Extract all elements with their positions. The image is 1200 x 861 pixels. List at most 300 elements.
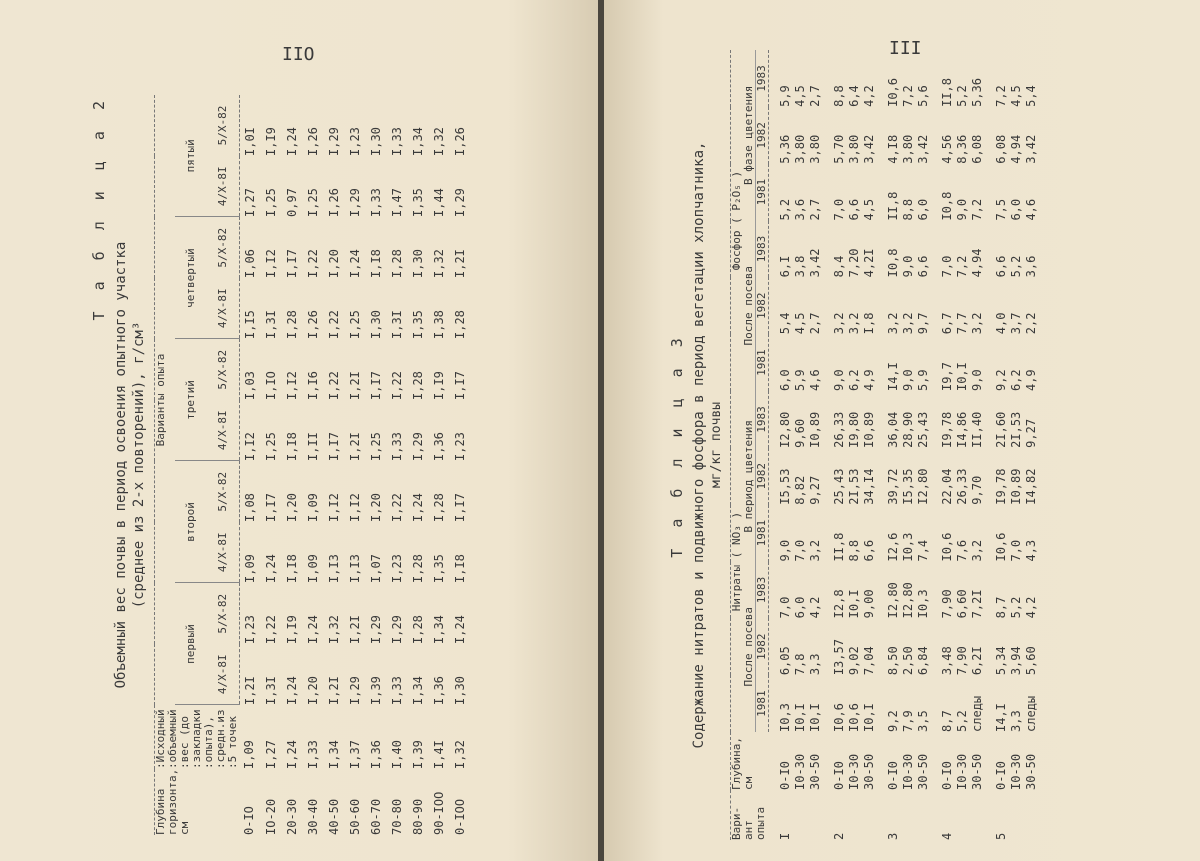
cell-value: 7,90 bbox=[955, 646, 969, 676]
cell-value: 6,60 bbox=[955, 589, 969, 619]
cell-value: I,2I bbox=[242, 676, 257, 705]
cell-depth: 30-40 bbox=[305, 798, 320, 835]
cell-value: I0,89 bbox=[1009, 468, 1023, 505]
cell-value: 9,60 bbox=[793, 418, 807, 448]
cell-value: 7,04 bbox=[862, 646, 876, 676]
cell-value: I4,I bbox=[886, 362, 900, 392]
header-variant-5: пятый bbox=[175, 95, 207, 217]
cell-value: 8,7 bbox=[940, 710, 954, 732]
table-row bbox=[1009, 50, 1024, 840]
cell-value: 7,90 bbox=[940, 589, 954, 619]
header-date: 4/X-8I bbox=[207, 400, 239, 461]
right-page bbox=[604, 0, 1200, 861]
cell-value: 25,43 bbox=[916, 411, 930, 448]
cell-value: I2,80 bbox=[901, 582, 915, 619]
header-variant-3: третий bbox=[175, 339, 207, 461]
table-row bbox=[916, 50, 931, 840]
cell-depth: I0-30 bbox=[1009, 753, 1023, 790]
cell-value: 3,8 bbox=[793, 255, 807, 278]
cell-variant-empty bbox=[862, 790, 877, 840]
cell-value: 5,9 bbox=[916, 369, 930, 392]
cell-value: 6,08 bbox=[970, 134, 984, 164]
cell-depth: 0-IO bbox=[242, 806, 257, 835]
cell-value: 6,6 bbox=[862, 539, 876, 562]
table-3-label: Т а б л и ц а 3 bbox=[668, 332, 686, 558]
header-year: 1982 bbox=[756, 277, 769, 334]
header-phosphorus-after-sowing: После посева bbox=[743, 221, 756, 391]
cell-value: I,23 bbox=[389, 554, 404, 583]
cell-variant: 5 bbox=[994, 832, 1008, 840]
cell-value: 8,4 bbox=[832, 255, 846, 278]
cell-value: 9,27 bbox=[808, 475, 822, 505]
cell-variant-empty bbox=[970, 790, 985, 840]
table-row bbox=[940, 50, 955, 840]
cell-value: I,I2 bbox=[242, 432, 257, 461]
cell-value: I,22 bbox=[263, 615, 278, 644]
cell-value: 3,2 bbox=[901, 312, 915, 335]
table-row bbox=[862, 50, 877, 840]
table-row bbox=[345, 95, 366, 835]
table-row bbox=[970, 50, 985, 840]
cell-value: I0,3 bbox=[901, 532, 915, 562]
cell-value: I,20 bbox=[326, 249, 341, 278]
cell-value: I,I7 bbox=[452, 493, 467, 522]
cell-value: 8,7 bbox=[994, 596, 1008, 619]
cell-value: I,28 bbox=[452, 310, 467, 339]
cell-value: 2,2 bbox=[1024, 312, 1038, 335]
cell-value: 6,0 bbox=[1009, 198, 1023, 221]
header-nitrates: Нитраты ( NO₃ ) bbox=[731, 391, 744, 732]
cell-value: I,I7 bbox=[326, 432, 341, 461]
cell-depth: 0-I0 bbox=[994, 761, 1008, 790]
cell-value: 3,2 bbox=[832, 312, 846, 335]
cell-value: I,0I bbox=[242, 127, 257, 156]
cell-value: 2,7 bbox=[808, 85, 822, 107]
cell-value: 4,2 bbox=[808, 596, 822, 619]
header-year: 1981 bbox=[756, 164, 769, 221]
cell-value: 4,5 bbox=[1009, 85, 1023, 107]
cell-value: 7,5 bbox=[994, 198, 1008, 221]
table-2-label: Т а б л и ц а 2 bbox=[90, 95, 108, 321]
cell-depth: 30-50 bbox=[916, 753, 930, 790]
page-number-left: IIO bbox=[282, 44, 315, 65]
cell-depth: 0-I0 bbox=[940, 761, 954, 790]
cell-value: I9,7 bbox=[940, 362, 954, 392]
cell-initial: I,37 bbox=[347, 740, 362, 769]
cell-value: I,2I bbox=[347, 432, 362, 461]
cell-value: I,2I bbox=[347, 371, 362, 400]
cell-initial: I,27 bbox=[263, 740, 278, 769]
cell-value: 3,2 bbox=[886, 312, 900, 335]
cell-value: 5,2 bbox=[1009, 255, 1023, 278]
cell-value: 2I,60 bbox=[994, 411, 1008, 448]
cell-value: I,I9 bbox=[284, 615, 299, 644]
cell-value: 4,9 bbox=[862, 369, 876, 392]
cell-value: I9,80 bbox=[847, 411, 861, 448]
cell-value: I,I8 bbox=[284, 554, 299, 583]
cell-value: 3,6 bbox=[793, 198, 807, 221]
table-2-title: Объемный вес почвы в период освоения опытного участка bbox=[113, 241, 129, 689]
cell-value: 36,04 bbox=[886, 411, 900, 448]
cell-value: 5,2 bbox=[778, 198, 792, 221]
cell-value: I0,6 bbox=[847, 703, 861, 732]
table-3-body bbox=[769, 50, 1040, 840]
cell-value: I,I5 bbox=[242, 310, 257, 339]
table-row bbox=[901, 50, 916, 840]
header-year: 1983 bbox=[756, 391, 769, 448]
cell-value: I2,8 bbox=[832, 589, 846, 619]
cell-value: I,3I bbox=[263, 310, 278, 339]
cell-value: I4,82 bbox=[1024, 468, 1038, 505]
cell-value: I,I2 bbox=[284, 371, 299, 400]
cell-variant: 3 bbox=[886, 832, 900, 840]
cell-value: I,22 bbox=[326, 310, 341, 339]
table-3-unit: мг/кг почвы bbox=[709, 401, 724, 489]
cell-value: 5,2 bbox=[955, 85, 969, 107]
cell-value: I,09 bbox=[305, 554, 320, 583]
cell-depth: 60-70 bbox=[368, 798, 383, 835]
cell-value: I,I7 bbox=[368, 371, 383, 400]
table-row bbox=[1024, 50, 1039, 840]
cell-value: следы bbox=[970, 695, 984, 732]
cell-initial: I,36 bbox=[368, 740, 383, 769]
cell-depth: 0-I0 bbox=[832, 761, 846, 790]
cell-depth: 40-50 bbox=[326, 798, 341, 835]
cell-value: 6,2 bbox=[847, 369, 861, 392]
cell-value: I,I7 bbox=[284, 249, 299, 278]
table-row bbox=[282, 95, 303, 835]
cell-value: I2,80 bbox=[778, 411, 792, 448]
cell-value: 7,2 bbox=[994, 85, 1008, 107]
cell-value: 4,3 bbox=[1024, 539, 1038, 562]
cell-value: I,22 bbox=[326, 371, 341, 400]
cell-value: 6,6 bbox=[994, 255, 1008, 278]
cell-value: I,34 bbox=[431, 615, 446, 644]
cell-variant-empty bbox=[901, 790, 916, 840]
cell-value: 3,7 bbox=[1009, 312, 1023, 335]
cell-value: I0,8 bbox=[886, 248, 900, 278]
cell-value: I,28 bbox=[431, 493, 446, 522]
cell-variant: 4 bbox=[940, 832, 954, 840]
cell-value: II,8 bbox=[832, 532, 846, 562]
cell-value: 7,0 bbox=[778, 596, 792, 619]
cell-value: I,22 bbox=[389, 493, 404, 522]
cell-depth: I0-30 bbox=[847, 753, 861, 790]
cell-value: 9,0 bbox=[970, 369, 984, 392]
cell-value: 3,80 bbox=[808, 134, 822, 164]
table-row bbox=[429, 95, 450, 835]
table-row bbox=[387, 95, 408, 835]
cell-value: 7,0 bbox=[793, 539, 807, 562]
cell-value: 0,97 bbox=[284, 188, 299, 217]
cell-value: 4,94 bbox=[1009, 134, 1023, 164]
cell-value: 7,20 bbox=[847, 248, 861, 278]
cell-value: 9,7 bbox=[916, 312, 930, 335]
cell-value: 6,08 bbox=[994, 134, 1008, 164]
cell-value: I,32 bbox=[431, 127, 446, 156]
cell-value: 8,82 bbox=[793, 475, 807, 505]
cell-value: 7,2I bbox=[970, 589, 984, 619]
cell-value: 6,2I bbox=[970, 646, 984, 676]
table-2 bbox=[154, 95, 471, 835]
cell-depth: 30-50 bbox=[1024, 753, 1038, 790]
cell-value: I4,86 bbox=[955, 411, 969, 448]
cell-value: 9,00 bbox=[862, 589, 876, 619]
cell-value: 5,36 bbox=[778, 134, 792, 164]
cell-variant-empty bbox=[793, 790, 808, 840]
header-date: 5/X-82 bbox=[207, 583, 239, 644]
cell-value: 7,6 bbox=[955, 539, 969, 562]
cell-value: I0,6 bbox=[832, 703, 846, 732]
cell-depth: 30-50 bbox=[808, 753, 822, 790]
cell-value: I,28 bbox=[284, 310, 299, 339]
cell-value: 7,0 bbox=[832, 198, 846, 221]
cell-value: 26,33 bbox=[832, 411, 846, 448]
cell-value: 3,6 bbox=[1024, 255, 1038, 278]
cell-value: I,28 bbox=[410, 371, 425, 400]
cell-value: 4,5 bbox=[793, 312, 807, 335]
cell-value: 5,9 bbox=[778, 85, 792, 107]
header-date: 5/X-82 bbox=[207, 95, 239, 156]
cell-value: I3,57 bbox=[832, 639, 846, 676]
header-variant-2: второй bbox=[175, 461, 207, 583]
header-phosphorus-flowering: В фазе цветения bbox=[743, 50, 756, 221]
cell-value: I,25 bbox=[263, 432, 278, 461]
table-row bbox=[808, 50, 823, 840]
cell-value: 4,94 bbox=[970, 248, 984, 278]
cell-value: 7,8 bbox=[793, 653, 807, 676]
left-page bbox=[0, 0, 598, 861]
cell-value: I,30 bbox=[452, 676, 467, 705]
header-year: 1981 bbox=[756, 334, 769, 391]
cell-value: 3,2 bbox=[847, 312, 861, 335]
cell-value: I2,6 bbox=[886, 532, 900, 562]
cell-value: 2,7 bbox=[808, 312, 822, 335]
cell-value: I0,6 bbox=[994, 532, 1008, 562]
cell-value: 5,34 bbox=[994, 646, 1008, 676]
cell-value: I,47 bbox=[389, 188, 404, 217]
table-3 bbox=[730, 50, 1039, 840]
cell-initial: I,40 bbox=[389, 740, 404, 769]
cell-value: 34,I4 bbox=[862, 468, 876, 505]
cell-value: 2I,53 bbox=[847, 468, 861, 505]
cell-value: I,26 bbox=[326, 188, 341, 217]
cell-initial: I,34 bbox=[326, 740, 341, 769]
cell-value: 7,7 bbox=[955, 312, 969, 335]
cell-value: I,24 bbox=[263, 554, 278, 583]
table-row bbox=[261, 95, 282, 835]
cell-value: 3,80 bbox=[901, 134, 915, 164]
cell-value: I,09 bbox=[242, 554, 257, 583]
cell-value: 3,42 bbox=[916, 134, 930, 164]
cell-value: I,28 bbox=[389, 249, 404, 278]
cell-value: 9,0 bbox=[832, 369, 846, 392]
cell-value: I,29 bbox=[326, 127, 341, 156]
cell-value: 7,2 bbox=[970, 198, 984, 221]
cell-value: 3,3 bbox=[808, 653, 822, 676]
header-variant-4: четвертый bbox=[175, 217, 207, 339]
cell-value: I,08 bbox=[242, 493, 257, 522]
cell-value: I,35 bbox=[431, 554, 446, 583]
cell-value: 6,4 bbox=[847, 85, 861, 107]
cell-value: I,25 bbox=[263, 188, 278, 217]
cell-value: I,I2 bbox=[326, 493, 341, 522]
cell-value: I,I3 bbox=[347, 554, 362, 583]
cell-value: I0,6 bbox=[940, 532, 954, 562]
cell-depth: IO-20 bbox=[263, 798, 278, 835]
table-2-subtitle: (среднее из 2-х повторений), г/см³ bbox=[131, 321, 147, 609]
cell-value: I,30 bbox=[368, 127, 383, 156]
header-phosphorus: Фосфор ( P₂O₅ ) bbox=[731, 50, 744, 391]
cell-depth: 80-90 bbox=[410, 798, 425, 835]
cell-value: 6,05 bbox=[778, 646, 792, 676]
cell-value: I,3I bbox=[389, 310, 404, 339]
header-year: 1983 bbox=[756, 221, 769, 278]
cell-value: 9,70 bbox=[970, 475, 984, 505]
cell-value: I,22 bbox=[389, 371, 404, 400]
cell-value: I,35 bbox=[410, 310, 425, 339]
cell-depth: 30-50 bbox=[862, 753, 876, 790]
cell-value: I,32 bbox=[326, 615, 341, 644]
cell-value: I,2I bbox=[452, 249, 467, 278]
cell-value: I,28 bbox=[410, 554, 425, 583]
cell-value: 4,6 bbox=[1024, 198, 1038, 221]
cell-value: 9,0 bbox=[778, 539, 792, 562]
cell-value: 4,56 bbox=[940, 134, 954, 164]
cell-value: I,2I bbox=[347, 615, 362, 644]
cell-value: I,25 bbox=[368, 432, 383, 461]
table-row bbox=[450, 95, 471, 835]
cell-value: I0,I bbox=[847, 589, 861, 619]
table-row bbox=[239, 95, 261, 835]
cell-depth: 0-I0 bbox=[778, 761, 792, 790]
cell-value: 2,7 bbox=[808, 198, 822, 221]
cell-value: I,II bbox=[305, 432, 320, 461]
table-2-body bbox=[239, 95, 471, 835]
cell-value: I0,I bbox=[955, 362, 969, 392]
cell-value: I0,89 bbox=[808, 411, 822, 448]
cell-depth: 30-50 bbox=[970, 753, 984, 790]
cell-value: I,IO bbox=[263, 371, 278, 400]
cell-value: 9,0 bbox=[901, 369, 915, 392]
header-nitrates-flowering: В период цветения bbox=[743, 391, 756, 561]
header-date: 4/X-8I bbox=[207, 644, 239, 705]
cell-value: 5,60 bbox=[1024, 646, 1038, 676]
table-row bbox=[955, 50, 970, 840]
table-row bbox=[324, 95, 345, 835]
table-row bbox=[793, 50, 808, 840]
table-row bbox=[366, 95, 387, 835]
cell-value: I0,3 bbox=[778, 703, 792, 732]
cell-value: I,23 bbox=[347, 127, 362, 156]
cell-value: I,25 bbox=[347, 310, 362, 339]
cell-value: I,30 bbox=[410, 249, 425, 278]
table-3-block bbox=[668, 50, 1063, 840]
cell-value: 9,02 bbox=[847, 646, 861, 676]
cell-depth: I0-30 bbox=[793, 753, 807, 790]
page-number-right: III bbox=[889, 38, 922, 59]
cell-value: I,24 bbox=[284, 127, 299, 156]
cell-value: I,24 bbox=[347, 249, 362, 278]
cell-value: I,39 bbox=[368, 676, 383, 705]
cell-value: 4,9 bbox=[1024, 369, 1038, 392]
cell-initial: I,24 bbox=[284, 740, 299, 769]
cell-value: I,29 bbox=[347, 188, 362, 217]
cell-variant-empty bbox=[1024, 790, 1039, 840]
cell-value: 7,9 bbox=[901, 710, 915, 732]
cell-value: 9,2 bbox=[886, 710, 900, 732]
cell-value: I0,6 bbox=[886, 77, 900, 107]
cell-value: I,06 bbox=[242, 249, 257, 278]
cell-value: 9,27 bbox=[1024, 418, 1038, 448]
cell-value: I,I6 bbox=[305, 371, 320, 400]
cell-value: 4,I8 bbox=[886, 134, 900, 164]
cell-value: I,29 bbox=[368, 615, 383, 644]
cell-value: 9,0 bbox=[901, 255, 915, 278]
cell-value: 5,2 bbox=[1009, 596, 1023, 619]
cell-value: 5,36 bbox=[970, 77, 984, 107]
cell-value: 8,8 bbox=[832, 85, 846, 107]
cell-value: I,I9 bbox=[431, 371, 446, 400]
cell-value: I,I7 bbox=[452, 371, 467, 400]
cell-value: 5,6 bbox=[916, 85, 930, 107]
header-variant-1: первый bbox=[175, 583, 207, 705]
cell-value: 3,48 bbox=[940, 646, 954, 676]
cell-value: 22,04 bbox=[940, 468, 954, 505]
cell-value: 4,2I bbox=[862, 248, 876, 278]
cell-value: I,27 bbox=[242, 188, 257, 217]
group-spacer bbox=[823, 50, 832, 840]
header-initial-weight: :Исходный :объемный :вес (до :закладки :опыта), :средн.из :5 точек bbox=[155, 705, 240, 769]
cell-value: I,24 bbox=[452, 615, 467, 644]
group-spacer bbox=[769, 50, 779, 840]
cell-value: 4,2 bbox=[1024, 596, 1038, 619]
cell-value: 6,0 bbox=[778, 369, 792, 392]
table-row bbox=[303, 95, 324, 835]
table-row bbox=[886, 50, 901, 840]
cell-value: 3,2 bbox=[970, 539, 984, 562]
header-depth: Глубина горизонта, см bbox=[155, 769, 240, 835]
cell-value: I,44 bbox=[431, 188, 446, 217]
cell-value: I,I7 bbox=[263, 493, 278, 522]
cell-value: I,36 bbox=[431, 432, 446, 461]
cell-value: I0,89 bbox=[862, 411, 876, 448]
cell-value: 6,7 bbox=[940, 312, 954, 335]
cell-value: I,22 bbox=[305, 249, 320, 278]
cell-initial: I,32 bbox=[452, 740, 467, 769]
cell-value: I,29 bbox=[452, 188, 467, 217]
header-variant: Вари- ант опыта bbox=[731, 790, 769, 840]
cell-value: 9,2 bbox=[994, 369, 1008, 392]
table-row bbox=[847, 50, 862, 840]
cell-value: 2,50 bbox=[901, 646, 915, 676]
cell-value: I9,78 bbox=[994, 468, 1008, 505]
cell-value: I0,I bbox=[862, 703, 876, 732]
header-date: 4/X-8I bbox=[207, 156, 239, 217]
cell-variant: I bbox=[778, 832, 792, 840]
header-depth: Глубина, см bbox=[731, 732, 769, 790]
cell-value: 7,0 bbox=[1009, 539, 1023, 562]
cell-value: 3,3 bbox=[1009, 710, 1023, 732]
cell-value: 8,8 bbox=[847, 539, 861, 562]
cell-value: I,38 bbox=[431, 310, 446, 339]
table-3-title: Содержание нитратов и подвижного фосфора в период вегетации хлопчатника, bbox=[691, 141, 707, 749]
cell-value: 3,42 bbox=[808, 248, 822, 278]
cell-value: I,8 bbox=[862, 312, 876, 335]
header-date: 5/X-82 bbox=[207, 339, 239, 400]
cell-value: I,I8 bbox=[284, 432, 299, 461]
cell-value: II,8 bbox=[886, 191, 900, 221]
